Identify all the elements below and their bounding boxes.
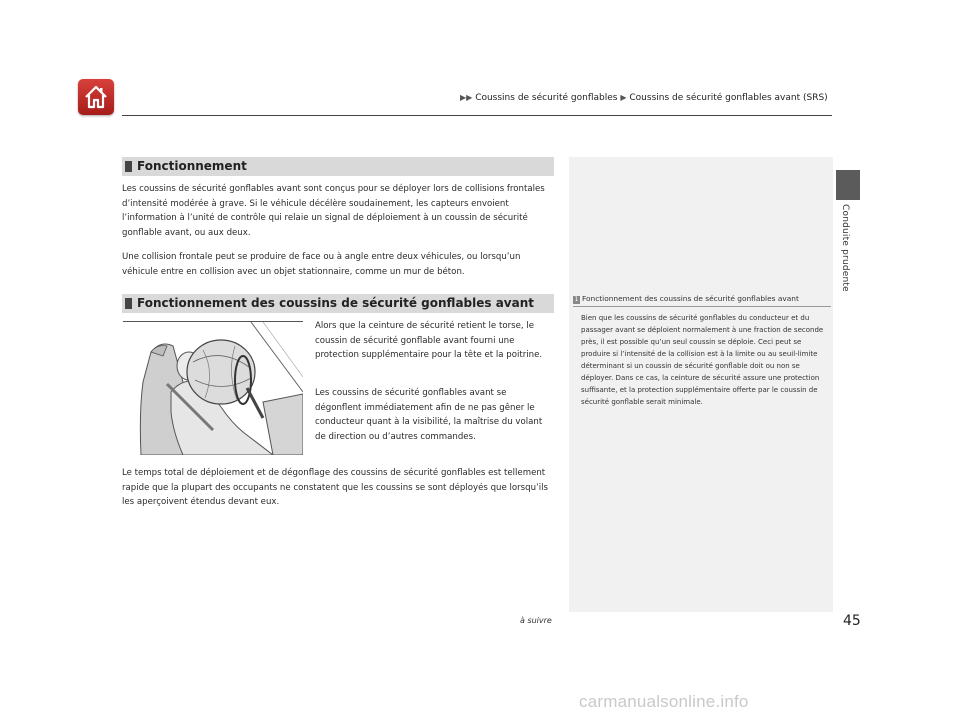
continued-label: à suivre — [520, 616, 552, 625]
section-heading-operation — [122, 157, 554, 176]
section-marker-icon — [125, 161, 132, 172]
arrow-right-icon: ▶ — [620, 93, 627, 102]
side-note-body: Bien que les coussins de sécurité gonflables du conducteur et du passager avant se déploient normalement à une fraction de seconde près, il est possible qu’un seul coussin se déploie. Ceci peut se produire si l’intensité de la collision est à la limite ou au seuil-limite déterminant si un coussin de sécurité gonflable doit ou non se déployer. Dans ce cas, la ceinture de sécurité assure une protection suffisante, et la protection supplémentaire offerte par le coussin de sécurité gonflable serait minimale. — [581, 314, 824, 406]
section-title: Fonctionnement — [137, 159, 247, 173]
side-note-divider — [573, 306, 831, 307]
section-marker-icon — [125, 298, 132, 309]
paragraph: Le temps total de déploiement et de dégonflage des coussins de sécurité gonflables est tellement rapide que la plupart des occupants ne constatent que les coussins se sont déployés que lorsqu’ils les aperçoivent étendus devant eux. — [122, 468, 549, 507]
home-icon — [83, 84, 109, 110]
side-tab-label[interactable]: Conduite prudente — [840, 204, 850, 292]
page-number: 45 — [843, 613, 861, 629]
paragraph: Alors que la ceinture de sécurité retient le torse, le coussin de sécurité gonflable avant fourni une protection supplémentaire pour la tête et la poitrine. — [315, 321, 543, 360]
breadcrumb-link-front-airbags[interactable]: Coussins de sécurité gonflables avant (SRS) — [629, 93, 828, 103]
section-heading-front-airbag-operation — [122, 294, 554, 313]
home-button[interactable] — [78, 79, 114, 115]
breadcrumb-link-airbags[interactable]: Coussins de sécurité gonflables — [475, 93, 618, 103]
section-title: Fonctionnement des coussins de sécurité gonflables avant — [137, 296, 534, 310]
side-tab-marker[interactable] — [836, 170, 860, 200]
airbag-deployment-illustration — [123, 321, 303, 455]
double-arrow-right-icon: ▶▶ — [460, 93, 473, 102]
side-note-title-text: Fonctionnement des coussins de sécurité gonflables avant — [582, 294, 799, 303]
watermark-text: carmanualsonline.info — [579, 692, 749, 711]
breadcrumb — [460, 93, 860, 103]
header-divider — [122, 115, 832, 116]
side-note-title — [573, 294, 799, 304]
note-number-badge: 1 — [574, 296, 579, 303]
paragraph: Une collision frontale peut se produire de face ou à angle entre deux véhicules, ou lorsqu’un véhicule entre en collision avec un objet stationnaire, comme un mur de béton. — [122, 252, 521, 277]
paragraph: Les coussins de sécurité gonflables avant sont conçus pour se déployer lors de collisions frontales d’intensité modérée à grave. Si le véhicule décélère soudainement, les capteurs envoient l’information à l’unité de contrôle qui relaie un signal de déploiement à un coussin de sécurité gonflable avant, ou aux deux. — [122, 184, 545, 238]
paragraph: Les coussins de sécurité gonflables avant se dégonflent immédiatement afin de ne pas gêner le conducteur quant à la visibilité, la maîtrise du volant de direction ou d’autres commandes. — [315, 388, 543, 442]
